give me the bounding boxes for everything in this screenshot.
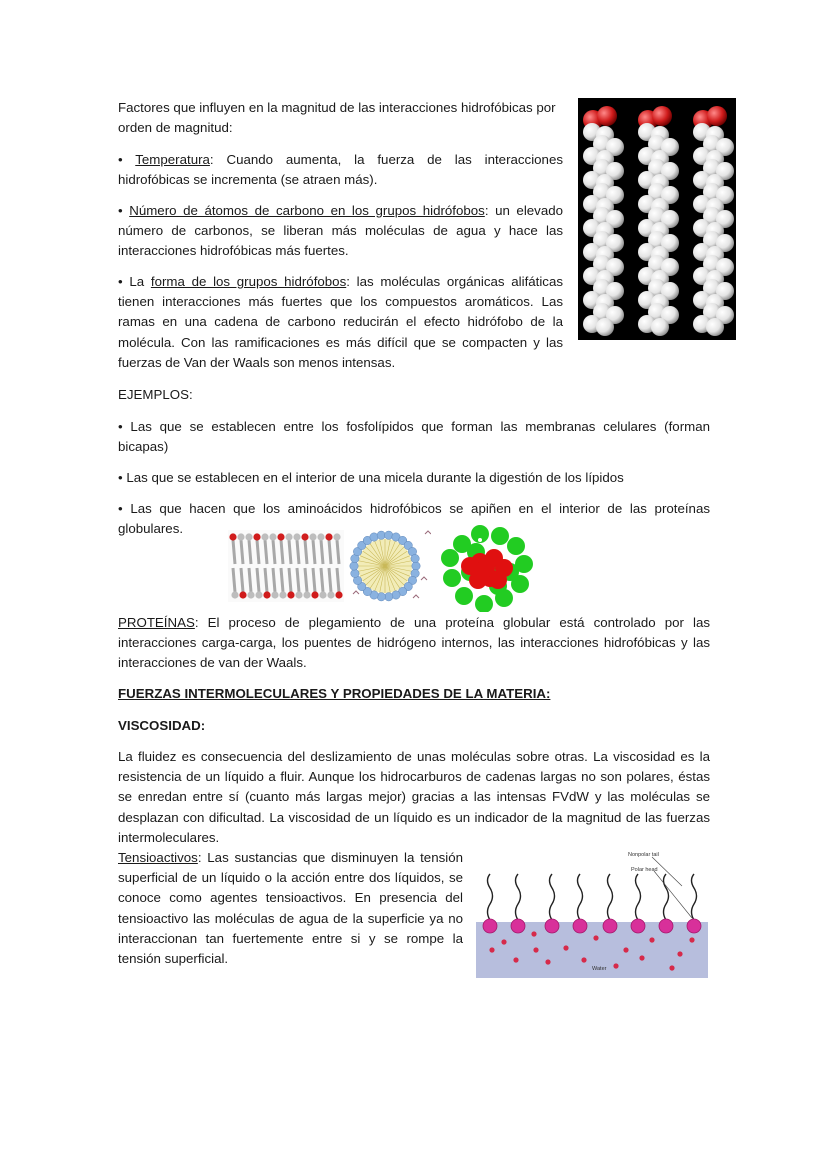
water-molecule (533, 947, 538, 952)
solvent-molecule (425, 531, 431, 534)
nonpolar-tail (636, 874, 641, 920)
water-molecule (669, 965, 674, 970)
water-molecule (531, 931, 536, 936)
micelle-head (392, 591, 400, 599)
lipid-tail (273, 568, 275, 592)
lipid-tail (233, 568, 235, 592)
lipid-tail (249, 568, 251, 592)
lipid-head (293, 533, 300, 540)
micelle-head (377, 531, 385, 539)
lipid-head (239, 591, 246, 598)
water-molecule (639, 955, 644, 960)
examples-heading: EJEMPLOS: (118, 387, 193, 402)
lipid-head (309, 533, 316, 540)
lipid-tail (337, 540, 339, 564)
water-molecule (489, 947, 494, 952)
nonpolar-tail-label: Nonpolar tail (628, 852, 659, 858)
intro-paragraph: Factores que influyen en la magnitud de las interacciones hidrofóbicas por orden de magnitud: (118, 100, 556, 136)
lipid-tail (305, 568, 307, 592)
viscosity-heading: VISCOSIDAD: (118, 718, 206, 733)
lipid-tail (257, 540, 259, 564)
oxygen-atom (652, 106, 672, 126)
lipid-tail (281, 568, 283, 592)
lipid-head (325, 533, 332, 540)
hydrophilic-residue (491, 527, 509, 545)
water-molecule (677, 951, 682, 956)
water-molecule (513, 957, 518, 962)
lipid-tail (297, 568, 299, 592)
lipid-head (271, 591, 278, 598)
hydrophilic-residue (455, 587, 473, 605)
section-heading: FUERZAS INTERMOLECULARES Y PROPIEDADES DE LA MATERIA: (118, 686, 551, 701)
polar-head (687, 919, 701, 933)
water-molecule (563, 945, 568, 950)
lipid-bilayer-figure (228, 530, 344, 602)
surfactant-figure (476, 850, 708, 978)
lipid-head (269, 533, 276, 540)
lipid-tail (297, 540, 299, 564)
micelle-head (370, 533, 378, 541)
micelle-head (377, 593, 385, 601)
nonpolar-tail (550, 874, 555, 920)
solvent-molecule (353, 591, 359, 594)
hydrophilic-residue (443, 569, 461, 587)
water-molecule (581, 957, 586, 962)
lipid-head (285, 533, 292, 540)
hydrogen-atom (596, 318, 614, 336)
lipid-head (229, 533, 236, 540)
oxygen-atom (707, 106, 727, 126)
hydrogen-atom (706, 318, 724, 336)
lipid-tail (321, 568, 323, 592)
polar-head (483, 919, 497, 933)
bilayer-background (228, 530, 344, 602)
polar-head (573, 919, 587, 933)
surfactants-paragraph: Tensioactivos: Las sustancias que disminuyen la tensión superficial de un líquido o la acción entre dos líquidos, se conoce como agentes tensioactivos. En presencia del tensioactivo las moléculas de agua de la superficie ya no interaccionan tan fuertemente entre si y se rompe la tensión superficial. (118, 850, 463, 967)
lipid-head (261, 533, 268, 540)
lipid-tail (289, 540, 291, 564)
oxygen-atom (597, 106, 617, 126)
example-membranes: • Las que se establecen entre los fosfolípidos que forman las membranas celulares (forman bicapas) (118, 419, 710, 455)
lipid-head (263, 591, 270, 598)
solvent-molecule (421, 577, 427, 580)
lipid-tail (313, 540, 315, 564)
hydrophilic-residue (475, 595, 493, 612)
lipid-tail (337, 568, 339, 592)
lipid-tail (265, 568, 267, 592)
lipid-head (253, 533, 260, 540)
lipid-tail (241, 540, 243, 564)
lipid-tail (265, 540, 267, 564)
lipid-tail (233, 540, 235, 564)
lipid-head (317, 533, 324, 540)
micelle-head (385, 531, 393, 539)
hydrogen-atom (651, 318, 669, 336)
fatty-acid-chains-image (578, 98, 736, 340)
lipid-head (245, 533, 252, 540)
lipid-head (237, 533, 244, 540)
globular-protein-figure (440, 522, 538, 612)
water-molecule (545, 959, 550, 964)
lipid-head (327, 591, 334, 598)
lipid-tail (249, 540, 251, 564)
lipid-head (333, 533, 340, 540)
lipid-head (335, 591, 342, 598)
water-molecule (649, 937, 654, 942)
water-molecule (613, 963, 618, 968)
nonpolar-tail (578, 874, 583, 920)
lipid-tail (281, 540, 283, 564)
solvent-molecule (413, 595, 419, 598)
lipid-tail (289, 568, 291, 592)
lipid-head (303, 591, 310, 598)
micelle-head (385, 593, 393, 601)
lipid-tail (273, 540, 275, 564)
factor-carbon-atoms: • Número de átomos de carbono en los grupos hidrófobos: un elevado número de carbonos, se liberan más moléculas de agua y hace las interacciones hidrofóbicas más fuertes. (118, 203, 564, 259)
highlight-dot (478, 538, 482, 542)
lipid-tail (241, 568, 243, 592)
lipid-tail (313, 568, 315, 592)
lipid-tail (305, 540, 307, 564)
lipid-bilayer-image (228, 530, 344, 602)
head-pointer-line (654, 871, 692, 918)
micelle-head (350, 562, 358, 570)
lipid-head (311, 591, 318, 598)
hydrophilic-residue (507, 537, 525, 555)
polar-head (545, 919, 559, 933)
viscosity-paragraph: La fluidez es consecuencia del deslizamiento de unas moléculas sobre otras. La viscosidad es la resistencia de un líquido a fluir. Aunque los hidrocarburos de cadenas largas no son polares, éstas se enredan entre sí (cuanto más largas mejor) gracias a las intensas FVdW y las moléculas se desplazan con dificultad. La viscosidad de un líquido es un indicador de la magnitud de las fuerzas intermoleculares. (118, 749, 710, 845)
lipid-head (295, 591, 302, 598)
lipid-tail (257, 568, 259, 592)
proteins-paragraph: PROTEÍNAS: El proceso de plegamiento de una proteína globular está controlado por las interacciones carga-carga, los puentes de hidrógeno internos, las interacciones hidrofóbicas y las interacciones de van der Waals. (118, 615, 710, 671)
micelle-image (347, 528, 431, 604)
lipid-head (247, 591, 254, 598)
globular-protein-image (440, 522, 538, 612)
lipid-head (277, 533, 284, 540)
micelle-figure (347, 528, 431, 604)
hydrophobic-residue (461, 557, 479, 575)
micelle-head (412, 562, 420, 570)
water-label: Water (592, 966, 607, 972)
nonpolar-tail (692, 874, 697, 920)
example-micelle: • Las que se establecen en el interior de una micela durante la digestión de los lípidos (118, 470, 624, 485)
micelle-head (411, 554, 419, 562)
polar-head (511, 919, 525, 933)
lipid-head (301, 533, 308, 540)
hydrophobic-residue (477, 559, 495, 577)
water-molecule (593, 935, 598, 940)
lipid-head (319, 591, 326, 598)
polar-head (603, 919, 617, 933)
nonpolar-tail (664, 874, 669, 920)
surfactant-image (476, 850, 708, 978)
nonpolar-tail (488, 874, 493, 920)
polar-head-label: Polar head (631, 867, 658, 873)
lipid-head (231, 591, 238, 598)
fatty-acid-chains-figure (578, 98, 736, 340)
example-proteins: • Las que hacen que los aminoácidos hidrofóbicos se apiñen en el interior de las proteínas globulares. (118, 501, 710, 537)
factor-shape: • La forma de los grupos hidrófobos: las moléculas orgánicas alifáticas tienen interacciones más fuertes que los compuestos aromáticos. Las ramas en una cadena de carbono reducirán el efecto hidrófobo de la molécula. Con las ramificaciones es más difícil que se compacten y las fuerzas de Van der Waals son menos intensas. (118, 274, 563, 370)
factor-temperature: • Temperatura: Cuando aumenta, la fuerza de las interacciones hidrofóbicas se incrementa (se atraen más). (118, 152, 563, 188)
water-molecule (689, 937, 694, 942)
lipid-head (255, 591, 262, 598)
lipid-head (279, 591, 286, 598)
nonpolar-tail (608, 874, 613, 920)
water-molecule (501, 939, 506, 944)
polar-head (659, 919, 673, 933)
nonpolar-tail (516, 874, 521, 920)
lipid-head (287, 591, 294, 598)
lipid-tail (329, 540, 331, 564)
water-molecule (623, 947, 628, 952)
polar-head (631, 919, 645, 933)
hydrophilic-residue (441, 549, 459, 567)
micelle-head (351, 569, 359, 577)
lipid-tail (321, 540, 323, 564)
lipid-tail (329, 568, 331, 592)
